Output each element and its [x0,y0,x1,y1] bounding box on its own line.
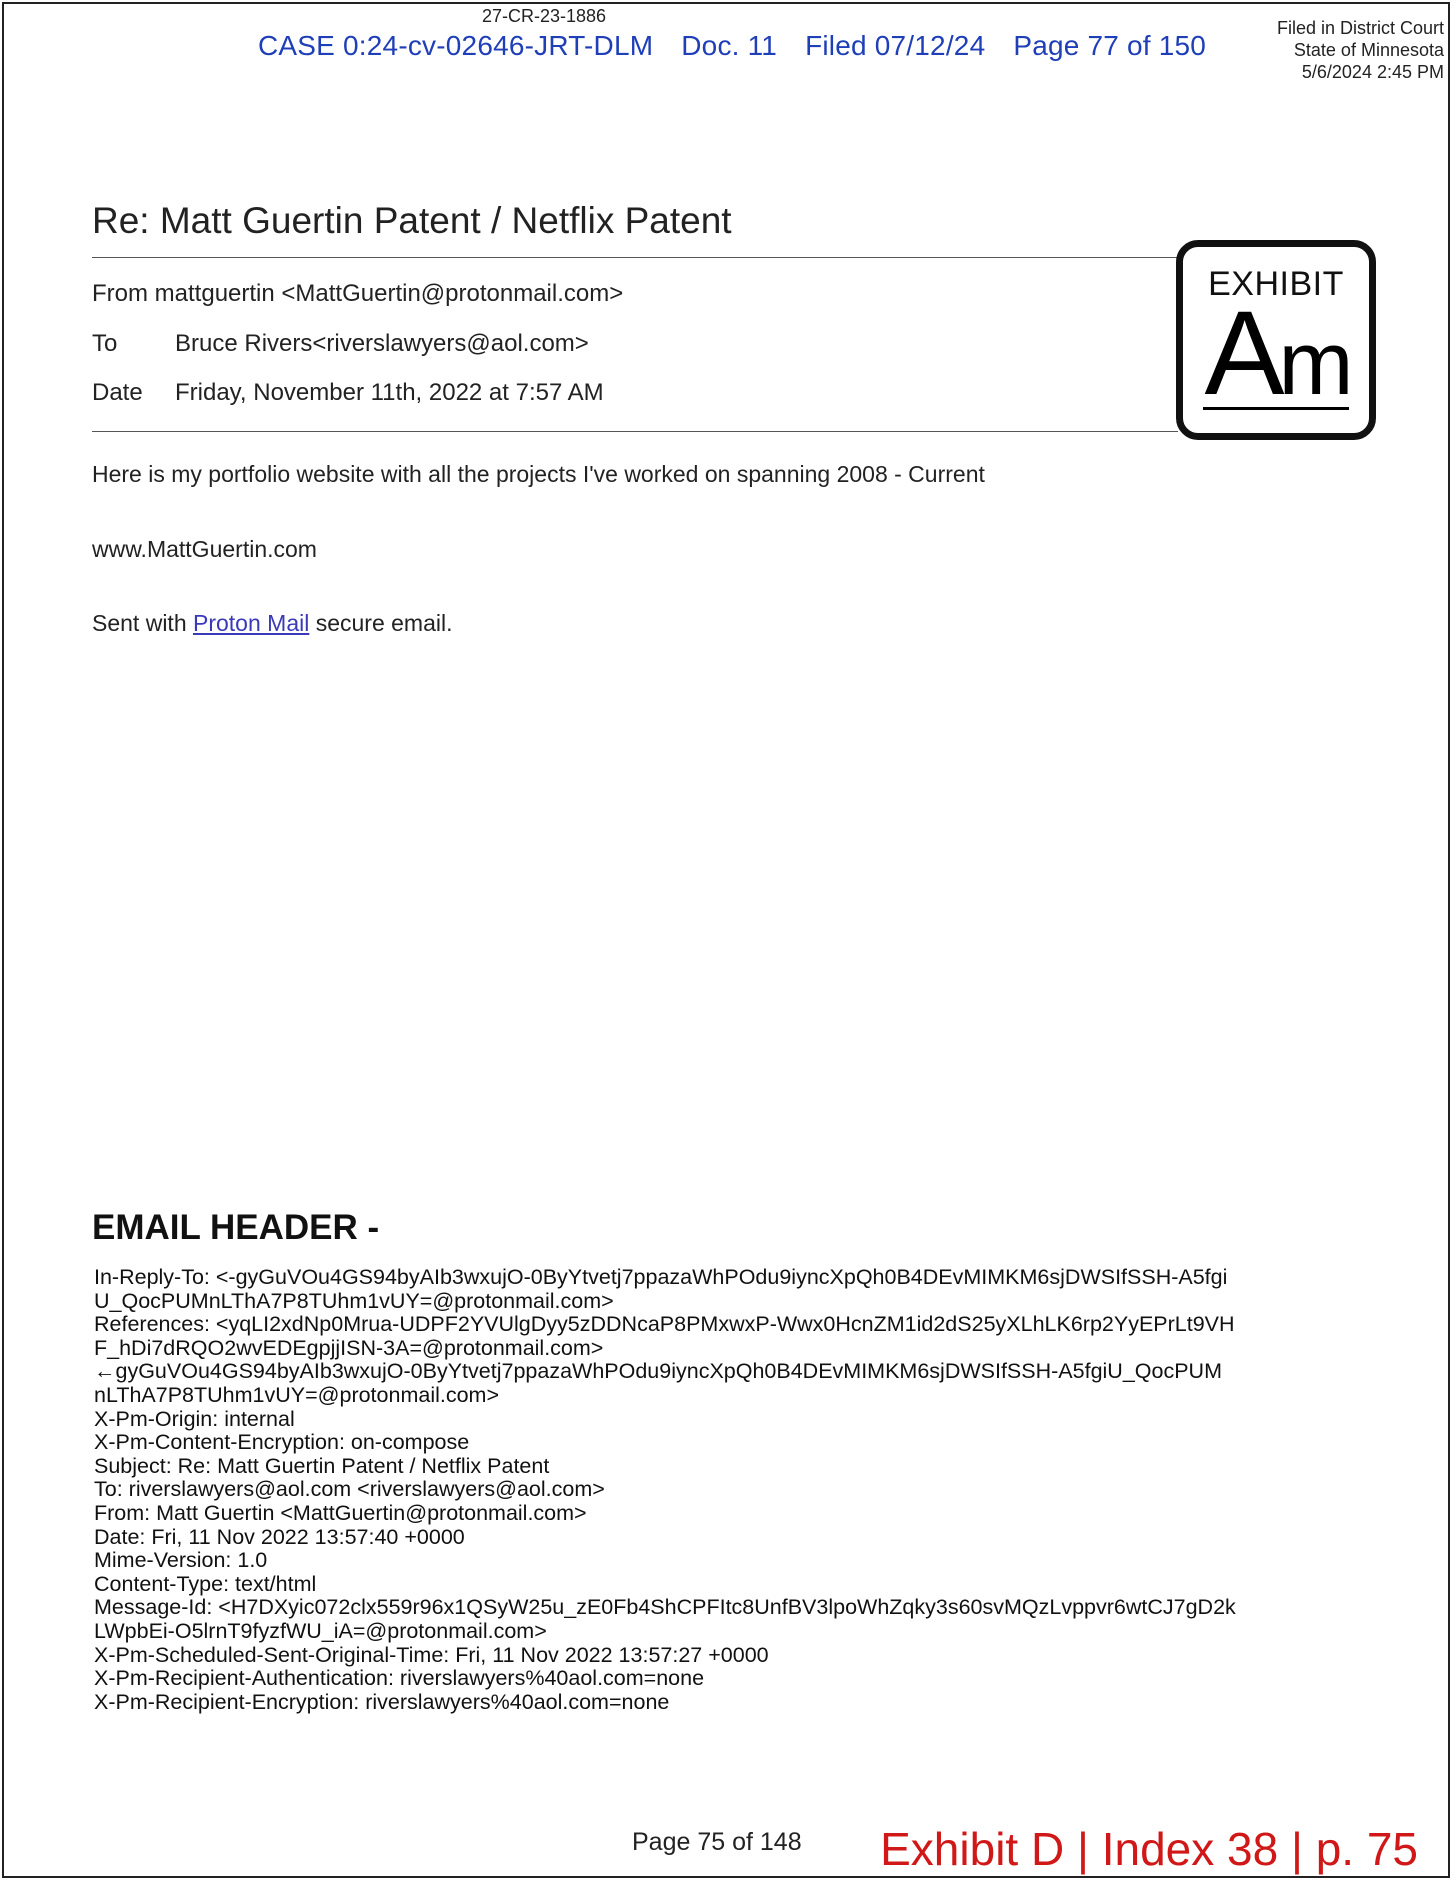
filed-stamp-line: Filed in District Court [1276,18,1444,38]
signature-suffix: secure email. [309,610,453,636]
filed-date: Filed 07/12/24 [805,30,986,61]
header-divider-top [92,257,1178,258]
proton-mail-link[interactable]: Proton Mail [193,610,310,636]
email-subject: Re: Matt Guertin Patent / Netflix Patent [92,200,732,241]
case-id: CASE 0:24-cv-02646-JRT-DLM [258,30,654,61]
email-date-row [92,379,604,407]
email-to-row [92,330,589,358]
exhibit-badge [1176,240,1376,440]
header-line: F_hDi7dRQO2wvEDEgpjjISN-3A=@protonmail.com> [94,1335,604,1360]
header-line: U_QocPUMnLThA7P8TUhm1vUY=@protonmail.com> [94,1288,614,1313]
header-line: In-Reply-To: <-gyGuVOu4GS94byAIb3wxujO-0ByYtvetj7ppazaWhPOdu9iyncXpQh0B4DEvMIMKM6sjDWSIfSSH-A5fgi [94,1265,1228,1289]
header-line: Subject: Re: Matt Guertin Patent / Netflix Patent [94,1453,550,1478]
signature-prefix: Sent with [92,610,193,636]
email-header-heading: EMAIL HEADER - [92,1208,380,1247]
email-signature [92,610,453,637]
from-label: From [92,280,148,307]
exhibit-mark-upper: A [1204,286,1279,420]
exhibit-mark [1183,286,1369,424]
header-line: X-Pm-Recipient-Authentication: riverslawyers%40aol.com=none [94,1666,705,1691]
case-page-number: Page 77 of 150 [1013,30,1207,61]
header-line: X-Pm-Origin: internal [94,1406,295,1431]
from-value: mattguertin <MattGuertin@protonmail.com> [154,280,624,307]
header-line: LWpbEi-O5lrnT9fyzfWU_iA=@protonmail.com> [94,1618,547,1643]
header-line: X-Pm-Recipient-Encryption: riverslawyers%40aol.com=none [94,1689,670,1714]
header-divider-bottom [92,431,1178,432]
header-line: X-Pm-Scheduled-Sent-Original-Time: Fri, 11 Nov 2022 13:57:27 +0000 [94,1642,769,1667]
header-line: ←gyGuVOu4GS94byAIb3wxujO-0ByYtvetj7ppazaWhPOdu9iyncXpQh0B4DEvMIMKM6sjDWSIfSSH-A5fgiU_QocPUM [94,1359,1222,1384]
exhibit-mark-lower: m [1278,314,1348,414]
header-line: Content-Type: text/html [94,1571,317,1596]
case-filing-stamp [258,30,1226,62]
doc-number: Doc. 11 [681,30,778,61]
filed-stamp-line: 5/6/2024 2:45 PM [1301,62,1444,82]
header-line: To: riverslawyers@aol.com <riverslawyers@aol.com> [94,1477,605,1502]
header-line: From: Matt Guertin <MattGuertin@protonmail.com> [94,1500,587,1525]
case-number-stamp: 27-CR-23-1886 [481,6,607,26]
header-line: nLThA7P8TUhm1vUY=@protonmail.com> [94,1382,500,1407]
portfolio-website: www.MattGuertin.com [92,536,317,562]
email-body-line: Here is my portfolio website with all the projects I've worked on spanning 2008 - Current [92,461,985,487]
date-value: Friday, November 11th, 2022 at 7:57 AM [175,379,604,406]
header-line: Message-Id: <H7DXyic072clx559r96x1QSyW25u_zE0Fb4ShCPFItc8UnfBV3lpoWhZqky3s60svMQzLvppvr6wtCJ7gD2k [94,1595,1236,1620]
filed-stamp-line: State of Minnesota [1293,40,1444,60]
date-label: Date [92,379,143,406]
exhibit-index-footer: Exhibit D | Index 38 | p. 75 [880,1823,1418,1875]
page-footer: Page 75 of 148 [632,1828,802,1856]
header-line: Mime-Version: 1.0 [94,1548,268,1573]
exhibit-word: EXHIBIT [1208,265,1344,303]
header-line: Date: Fri, 11 Nov 2022 13:57:40 +0000 [94,1524,465,1549]
to-label: To [92,330,118,357]
exhibit-underline [1203,407,1349,410]
email-header-block [94,1266,1236,1714]
header-line: X-Pm-Content-Encryption: on-compose [94,1430,470,1455]
header-line: References: <yqLI2xdNp0Mrua-UDPF2YVUlgDyy5zDDNcaP8PMxwxP-Wwx0HcnZM1id2dS25yXLhLK6rp2YyEPrLt9VH [94,1312,1235,1337]
email-from-row [92,280,623,308]
district-court-filed-stamp [1277,17,1444,83]
to-value: Bruce Rivers<riverslawyers@aol.com> [175,330,589,357]
